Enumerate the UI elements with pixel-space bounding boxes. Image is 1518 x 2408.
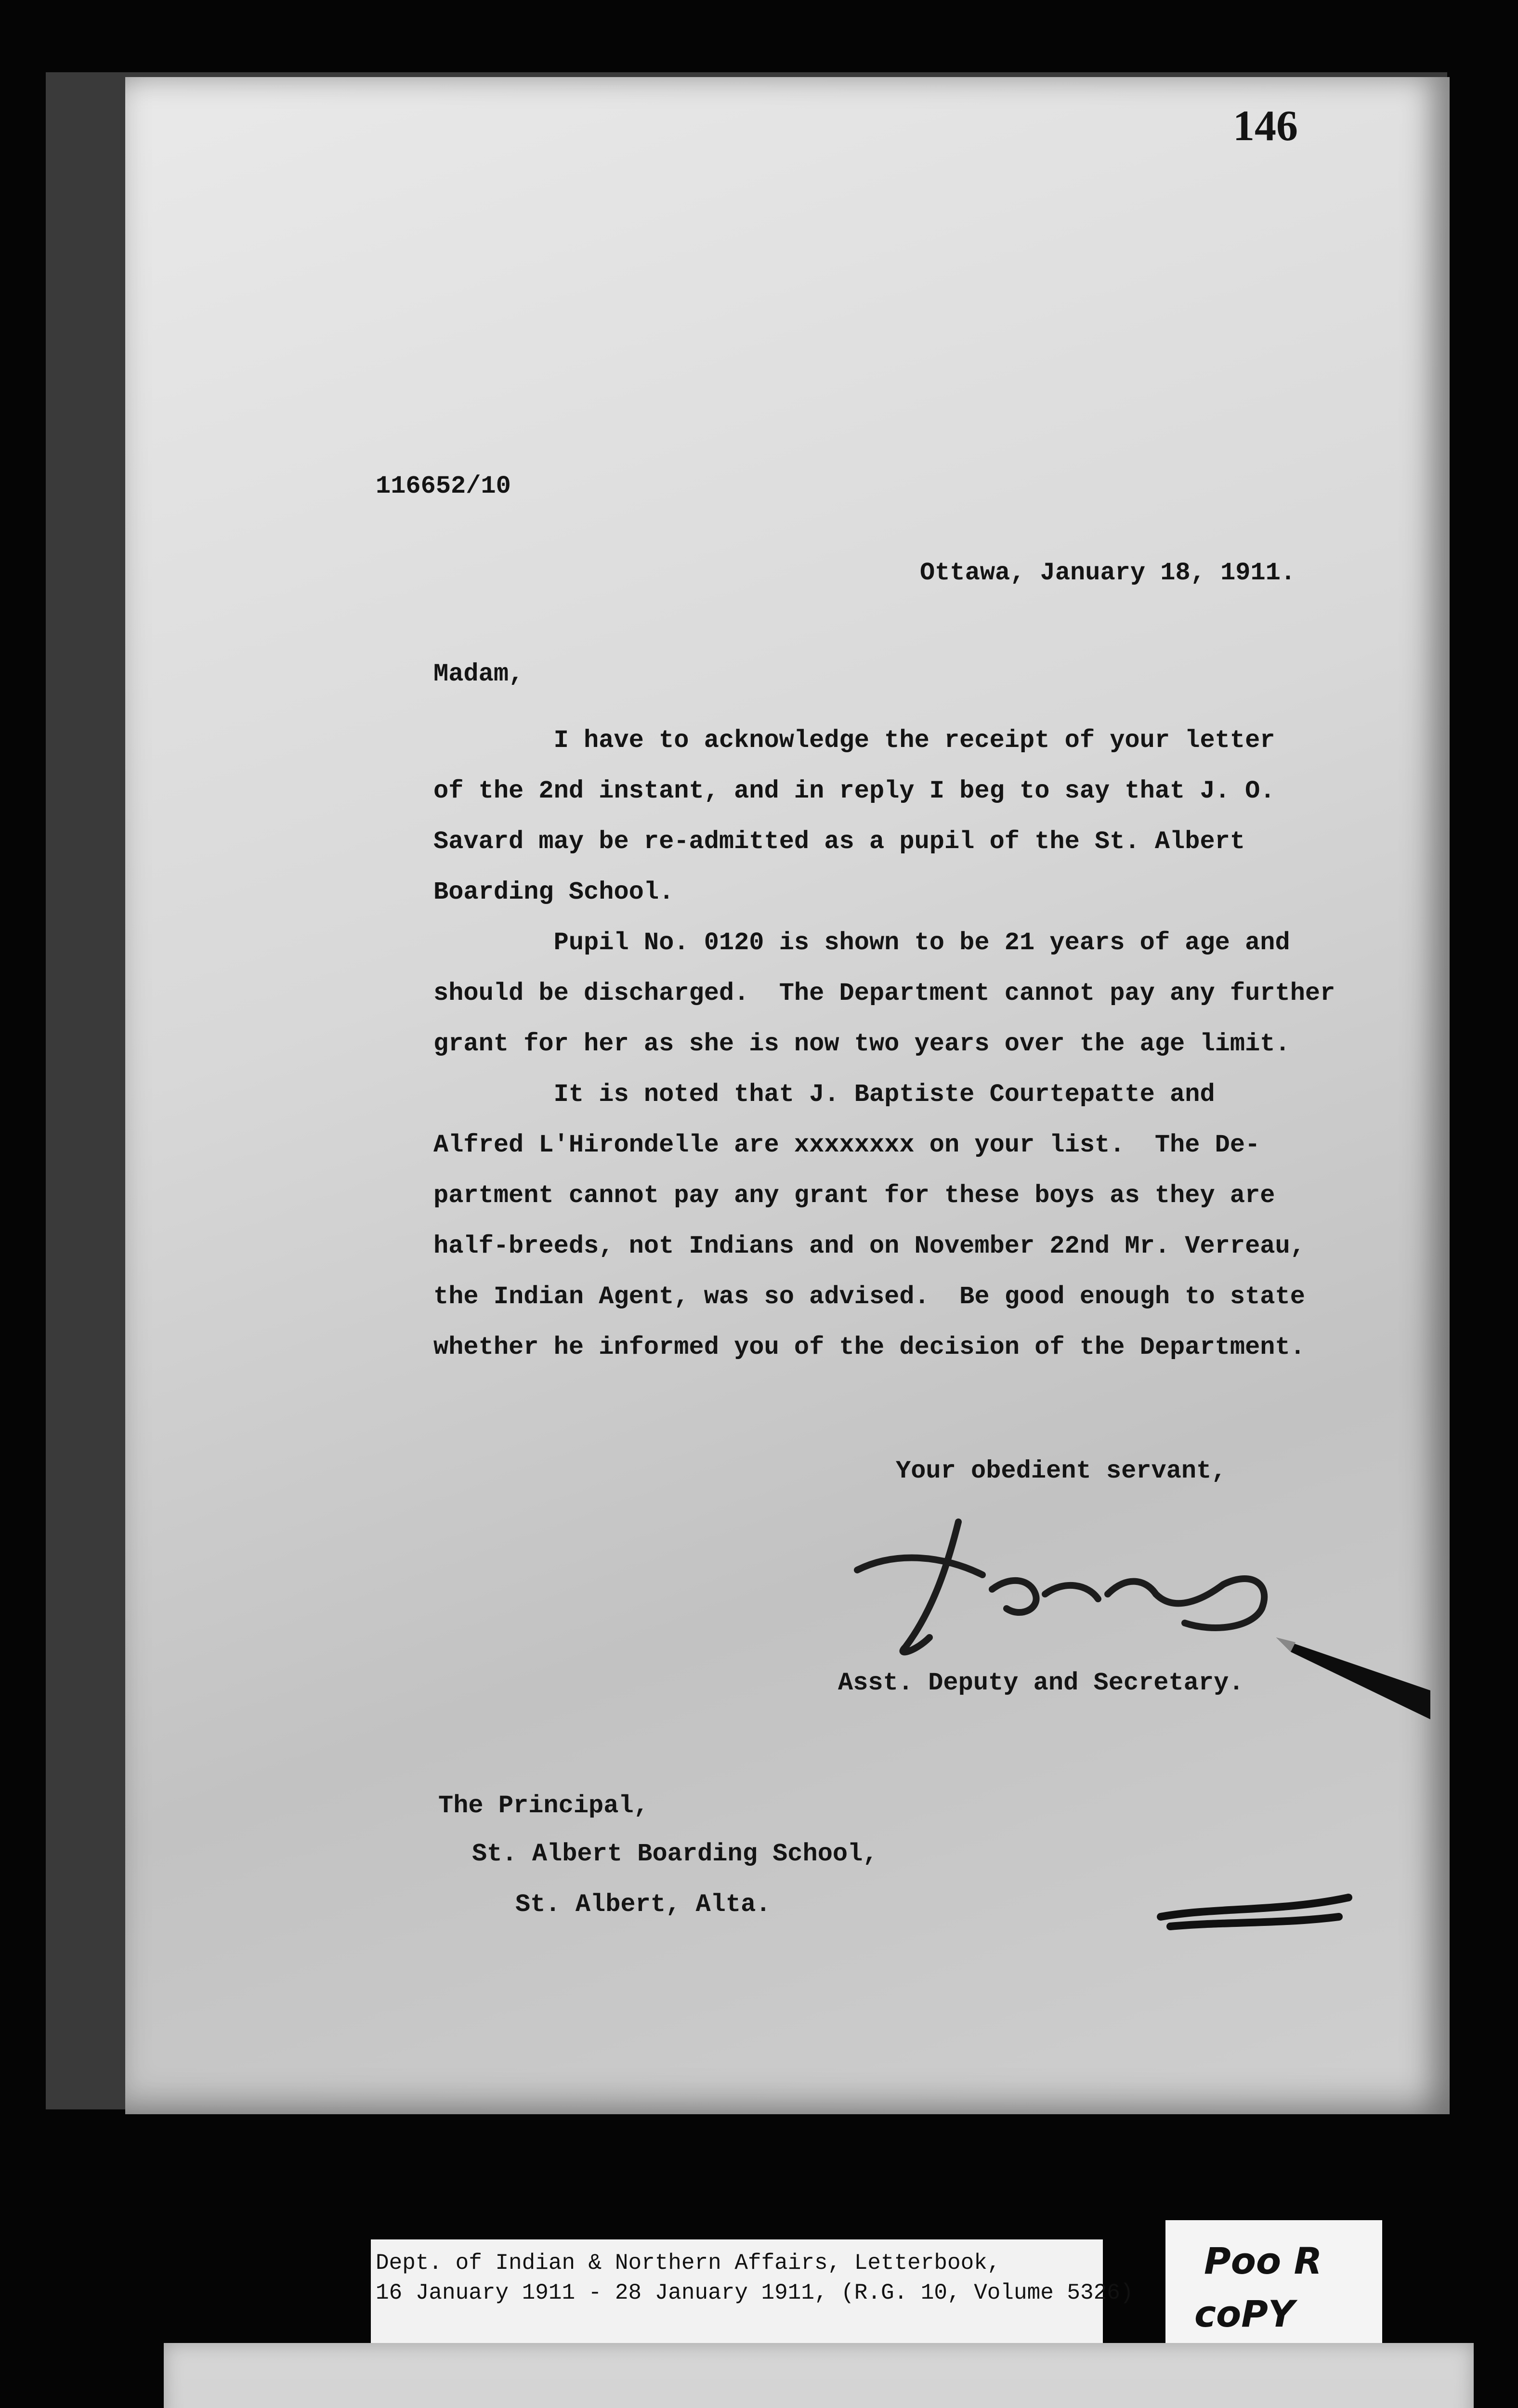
salutation: Madam, [433, 660, 524, 688]
page-number: 146 [1233, 102, 1298, 150]
note-line: Poo R [1204, 2239, 1322, 2282]
body-line: half-breeds, not Indians and on November 22nd Mr. Verreau, [433, 1232, 1305, 1260]
body-line: Alfred L'Hirondelle are xxxxxxxx on your list. The De- [433, 1131, 1260, 1159]
note-line: coPY [1194, 2292, 1295, 2335]
body-line: the Indian Agent, was so advised. Be good enough to state [433, 1283, 1305, 1311]
archives-card [164, 2343, 1474, 2408]
body-line: grant for her as she is now two years over the age limit. [433, 1030, 1290, 1058]
address-line: St. Albert, Alta. [515, 1890, 771, 1919]
body-line: Boarding School. [433, 878, 674, 906]
signature-title: Asst. Deputy and Secretary. [838, 1669, 1244, 1697]
label-line: Dept. of Indian & Northern Affairs, Letterbook, [376, 2251, 1001, 2276]
collection-label [371, 2239, 1134, 2343]
file-reference: 116652/10 [376, 472, 511, 500]
pen-tip-icon [1276, 1633, 1430, 1719]
pen-stroke-mark [1156, 1888, 1358, 1950]
letter-body [433, 715, 1507, 1373]
body-line: I have to acknowledge the receipt of your letter [433, 726, 1275, 755]
address-line: St. Albert Boarding School, [472, 1840, 878, 1868]
date-line: Ottawa, January 18, 1911. [920, 559, 1296, 587]
body-line: should be discharged. The Department cannot pay any further [433, 979, 1335, 1008]
closing: Your obedient servant, [896, 1457, 1227, 1485]
body-line: whether he informed you of the decision of the Department. [433, 1333, 1305, 1361]
address-line: The Principal, [438, 1792, 649, 1820]
body-line: of the 2nd instant, and in reply I beg to say that J. O. [433, 777, 1275, 805]
poor-copy-note [1165, 2220, 1382, 2350]
letter-page [125, 77, 1450, 2114]
body-line: partment cannot pay any grant for these boys as they are [433, 1181, 1275, 1210]
handwritten-signature [838, 1503, 1300, 1676]
body-line: Savard may be re-admitted as a pupil of the St. Albert [433, 827, 1245, 856]
label-line: 16 January 1911 - 28 January 1911, (R.G. 10, Volume 5326) [376, 2280, 1134, 2305]
body-line: It is noted that J. Baptiste Courtepatte and [433, 1080, 1215, 1109]
body-line: Pupil No. 0120 is shown to be 21 years of age and [433, 929, 1290, 957]
